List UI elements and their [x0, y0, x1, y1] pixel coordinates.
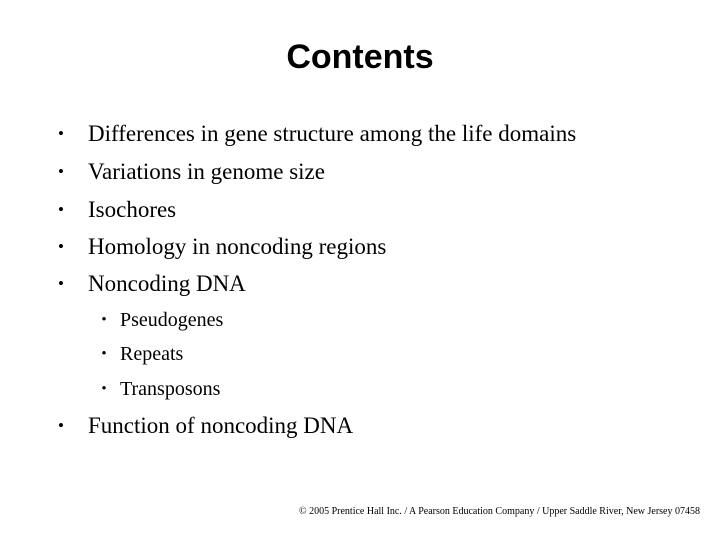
bullet-item — [58, 269, 246, 299]
bullet-icon: • — [101, 346, 107, 362]
bullet-icon: • — [58, 124, 64, 143]
bullet-icon: • — [58, 274, 64, 293]
bullet-item-text: Function of noncoding DNA — [88, 413, 354, 438]
bullet-item-text: Isochores — [88, 197, 177, 222]
bullet-item-text: Homology in noncoding regions — [88, 234, 387, 259]
bullet-item — [58, 195, 177, 225]
bullet-item — [58, 119, 577, 149]
slide-title: Contents — [286, 38, 434, 76]
bullet-item — [58, 411, 354, 441]
sub-bullet-item-text: Repeats — [120, 343, 184, 365]
sub-bullet-item-text: Transposons — [120, 378, 221, 400]
bullet-item — [58, 157, 325, 187]
bullet-icon: • — [58, 162, 64, 181]
bullet-icon: • — [101, 381, 107, 397]
copyright-footer: © 2005 Prentice Hall Inc. / A Pearson Education Company / Upper Saddle River, New Jersey 07458 — [298, 506, 700, 517]
sub-bullet-item-text: Pseudogenes — [120, 309, 224, 331]
sub-bullet-item — [101, 376, 221, 402]
bullet-item-text: Variations in genome size — [88, 159, 325, 184]
sub-bullet-item — [101, 341, 184, 367]
bullet-icon: • — [101, 312, 107, 328]
bullet-icon: • — [58, 416, 64, 435]
sub-bullet-item — [101, 307, 224, 333]
bullet-item — [58, 232, 387, 262]
bullet-item-text: Differences in gene structure among the life domains — [88, 121, 577, 146]
bullet-icon: • — [58, 200, 64, 219]
bullet-item-text: Noncoding DNA — [88, 271, 246, 296]
bullet-icon: • — [58, 237, 64, 256]
